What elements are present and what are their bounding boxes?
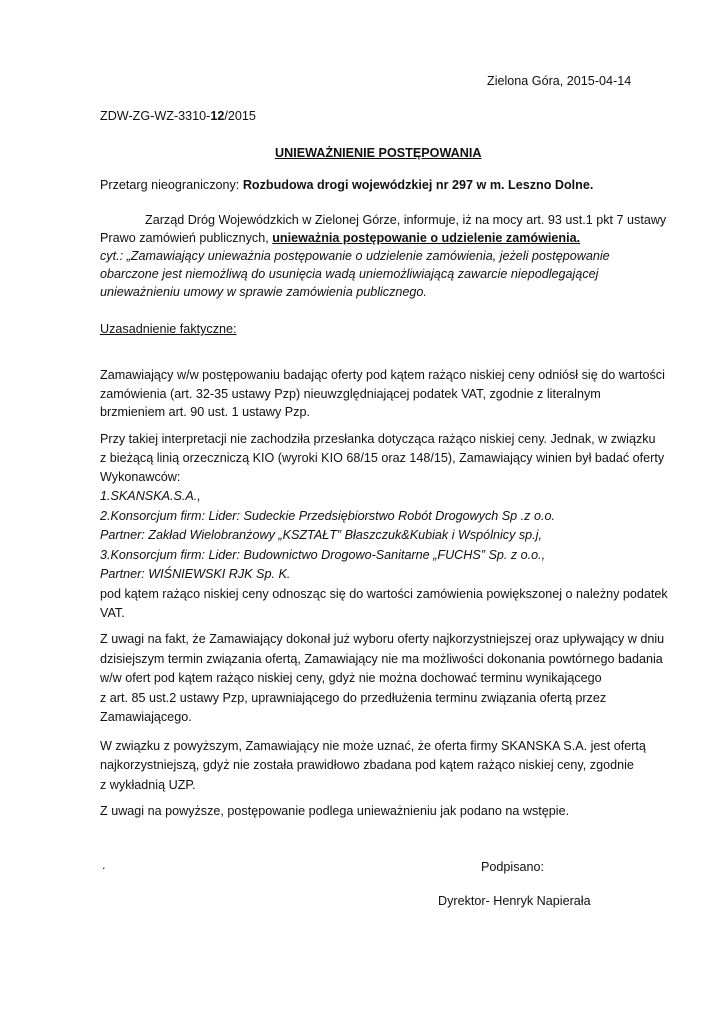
- intro-line-2-start: Prawo zamówień publicznych,: [100, 231, 273, 245]
- intro-line-2: [100, 231, 580, 245]
- tender-label: Przetarg nieograniczony:: [100, 178, 243, 192]
- tender-subject: Rozbudowa drogi wojewódzkiej nr 297 w m. Leszno Dolne.: [242, 178, 594, 192]
- reference-number-bold: 12: [210, 109, 225, 123]
- reference-suffix: /2015: [224, 109, 256, 123]
- para2-line-1: Przy takiej interpretacji nie zachodziła przesłanka dotycząca rażąco niskiej ceny. Jednak, w związku: [100, 432, 656, 446]
- para3-line-5: Zamawiającego.: [100, 710, 192, 724]
- para3-line-2: dzisiejszym termin związania ofertą, Zamawiający nie ma możliwości dokonania powtórnego badania: [100, 652, 663, 666]
- intro-line-1: Zarząd Dróg Wojewódzkich w Zielonej Górze, informuje, iż na mocy art. 93 ust.1 pkt 7 ustawy: [145, 213, 667, 227]
- contractor-2-partner: Partner: Zakład Wielobranżowy „KSZTAŁT” Błaszczuk&Kubiak i Wspólnicy sp.j,: [100, 528, 542, 542]
- reference-number: [100, 109, 256, 123]
- para2-line-2: z bieżącą linią orzeczniczą KIO (wyroki KIO 68/15 oraz 148/15), Zamawiający winien był badać oferty: [100, 451, 665, 465]
- para3-line-3: w/w ofert pod kątem rażąco niskiej ceny, gdyż nie można dochować terminu wynikającego: [100, 671, 602, 685]
- intro-quote-line-1: cyt.: „Zamawiający unieważnia postępowanie o udzielenie zamówienia, jeżeli postępowanie: [100, 249, 610, 263]
- para4-line-2: najkorzystniejszą, gdyż nie została prawidłowo zbadana pod kątem rażąco niskiej ceny, zgodnie: [100, 758, 634, 772]
- para2-line-3: Wykonawców:: [100, 470, 181, 484]
- intro-quote-line-2: obarczone jest niemożliwą do usunięcia wadą uniemożliwiającą zawarcie niepodlegającej: [100, 267, 599, 281]
- place-date: Zielona Góra, 2015-04-14: [487, 74, 632, 88]
- contractor-2: 2.Konsorcjum firm: Lider: Sudeckie Przedsiębiorstwo Robót Drogowych Sp .z o.o.: [100, 509, 555, 523]
- cancellation-statement: unieważnia postępowanie o udzielenie zamówienia.: [272, 231, 581, 245]
- document-title: UNIEWAŻNIENIE POSTĘPOWANIA: [275, 146, 482, 160]
- para5-line: Z uwagi na powyższe, postępowanie podlega unieważnieniu jak podano na wstępie.: [100, 804, 570, 818]
- para2-line-4: pod kątem rażąco niskiej ceny odnosząc się do wartości zamówienia powiększonej o należny podatek: [100, 587, 668, 601]
- reference-prefix: ZDW-ZG-WZ-3310-: [100, 109, 211, 123]
- para3-line-4: z art. 85 ust.2 ustawy Pzp, uprawniającego do przedłużenia terminu związania ofertą przez: [100, 691, 607, 705]
- signature-dot: .: [102, 858, 106, 872]
- signed-label: Podpisano:: [481, 860, 545, 874]
- contractor-1: 1.SKANSKA.S.A.,: [100, 489, 201, 503]
- contractor-3: 3.Konsorcjum firm: Lider: Budownictwo Drogowo-Sanitarne „FUCHS” Sp. z o.o.,: [100, 548, 546, 562]
- justification-heading: Uzasadnienie faktyczne:: [100, 322, 237, 336]
- intro-quote-line-3: unieważnieniu umowy w sprawie zamówienia publicznego.: [100, 285, 427, 299]
- tender-line: [100, 178, 593, 192]
- para2-line-5: VAT.: [100, 606, 125, 620]
- signer-name: Dyrektor- Henryk Napierała: [438, 894, 591, 908]
- para1-line-2: zamówienia (art. 32-35 ustawy Pzp) nieuwzględniającej podatek VAT, zgodnie z literalnym: [100, 387, 601, 401]
- para1-line-1: Zamawiający w/w postępowaniu badając oferty pod kątem rażąco niskiej ceny odniósł się do wartości: [100, 368, 665, 382]
- para1-line-3: brzmieniem art. 90 ust. 1 ustawy Pzp.: [100, 405, 310, 419]
- para3-line-1: Z uwagi na fakt, że Zamawiający dokonał już wyboru oferty najkorzystniejszej oraz upływający w dniu: [100, 632, 665, 646]
- contractor-3-partner: Partner: WIŚNIEWSKI RJK Sp. K.: [100, 567, 291, 581]
- para4-line-1: W związku z powyższym, Zamawiający nie może uznać, że oferta firmy SKANSKA S.A. jest ofertą: [100, 739, 646, 753]
- para4-line-3: z wykładnią UZP.: [100, 778, 196, 792]
